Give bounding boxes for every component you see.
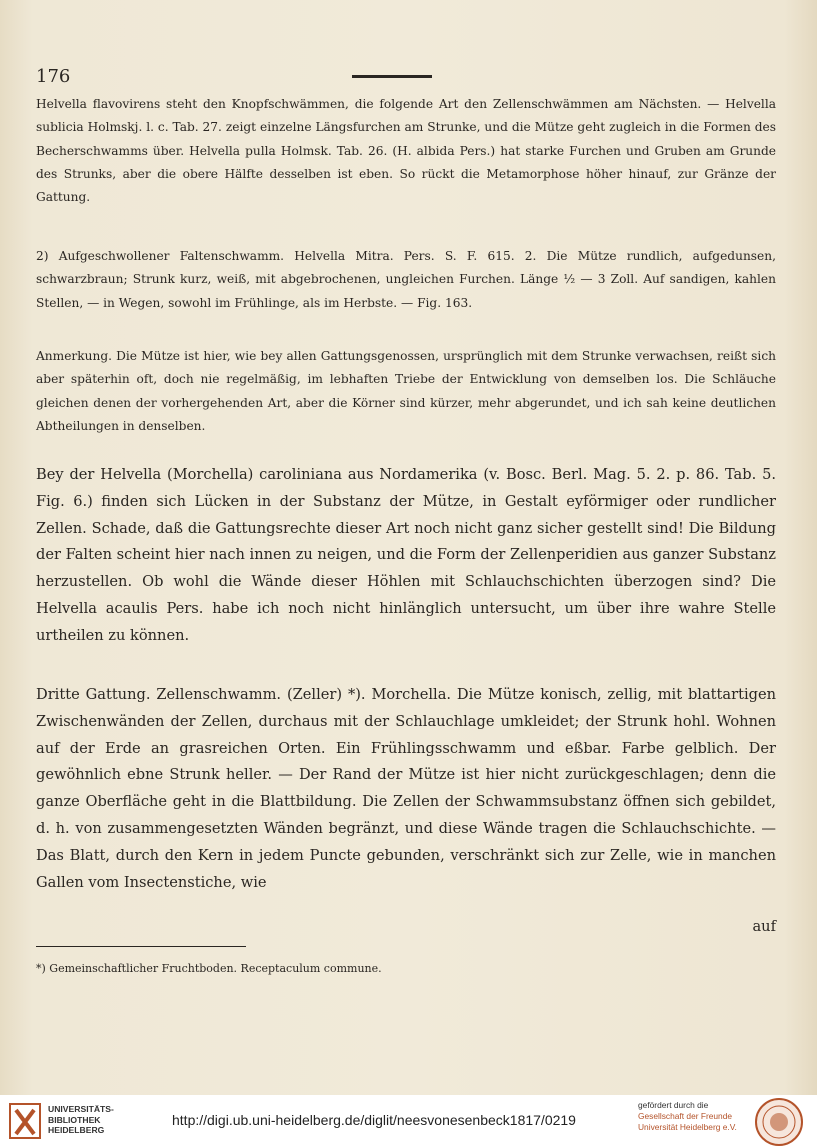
paragraph-helvella-flavovirens: Helvella flavovirens steht den Knopfschwämmen, die folgende Art den Zellenschwämmen am Nächsten. — Helvella sublicia Holmskj. l. c. Tab. 27. zeigt einzelne Längsfurchen am Strunke, und die Mütze geht zugleich in die Formen des Becherschwamms über. Helvella pulla Holmsk. Tab. 26. (H. albida Pers.) hat starke Furchen und Gruben am Grunde des Strunks, aber die obere Hälfte desselben ist eben. So rückt die Metamorphose höher hinauf, zur Gränze der Gattung. [36,97,776,205]
funder-credit: gefördert durch die Gesellschaft der Freunde Universität Heidelberg e.V. [638,1100,737,1132]
footnote-rule [36,946,246,947]
library-name: UNIVERSITÄTS- BIBLIOTHEK HEIDELBERG [48,1104,114,1135]
footnote: *) Gemeinschaftlicher Fruchtboden. Receptaculum commune. [36,962,382,975]
permalink-url[interactable]: http://digi.ub.uni-heidelberg.de/diglit/neesvonesenbeck1817/0219 [172,1112,576,1128]
page-number: 176 [36,66,71,87]
ub-heidelberg-logo-icon [8,1100,44,1142]
catchword: auf [752,918,776,935]
paragraph-dritte-gattung: Dritte Gattung. Zellenschwamm. (Zeller) *). Morchella. Die Mütze konisch, zellig, mit blattartigen Zwischenwänden der Zellen, durchaus mit der Schlauchlage umkleidet; der Strunk hohl. Wohnen auf der Erde an grasreichen Orten. Ein Frühlingsschwamm und eßbar. Farbe gelblich. Der gewöhnlich ebne Strunk heller. — Der Rand der Mütze ist hier nicht zurückgeschlagen; denn die ganze Oberfläche geht in die Blattbildung. Die Zellen der Schwammsubstanz öffnen sich gebildet, d. h. von zusammengesetzten Wänden begränzt, und diese Wände tragen die Schlauchschichte. — Das Blatt, durch den Kern in jedem Puncte gebunden, verschränkt sich zur Zelle, wie in manchen Gallen vom Insectenstiche, wie [36,686,776,891]
university-seal-icon [754,1097,804,1147]
library-footer [0,1095,817,1148]
paragraph-anmerkung: Anmerkung. Die Mütze ist hier, wie bey allen Gattungsgenossen, ursprünglich mit dem Strunke verwachsen, reißt sich aber späterhin oft, doch nie regelmäßig, im lebhaften Triebe der Entwicklung von demselben los. Die Schläuche gleichen denen der vorhergehenden Art, aber die Körner sind kürzer, mehr abgerundet, und ich sah keine deutlichen Abtheilungen in denselben. [36,349,776,433]
paragraph-caroliniana: Bey der Helvella (Morchella) caroliniana aus Nordamerika (v. Bosc. Berl. Mag. 5. 2. p. 86. Tab. 5. Fig. 6.) finden sich Lücken in der Substanz der Mütze, in Gestalt eyförmiger oder rundlicher Zellen. Schade, daß die Gattungsrechte dieser Art noch nicht ganz sicher gestellt sind! Die Bildung der Falten scheint hier nach innen zu neigen, und die Form der Zellenperidien aus ganzer Substanz herzustellen. Ob wohl die Wände dieser Höhlen mit Schlauchschichten überzogen sind? Die Helvella acaulis Pers. habe ich noch nicht hinlänglich untersucht, um über ihre wahre Stelle urtheilen zu können. [36,466,776,644]
header-rule [352,75,432,78]
paragraph-helvella-mitra: 2) Aufgeschwollener Faltenschwamm. Helvella Mitra. Pers. S. F. 615. 2. Die Mütze rundlich, aufgedunsen, schwarzbraun; Strunk kurz, weiß, mit abgebrochenen, ungleichen Furchen. Länge ½ — 3 Zoll. Auf sandigen, kahlen Stellen, — in Wegen, sowohl im Frühlinge, als im Herbste. — Fig. 163. [36,249,776,310]
